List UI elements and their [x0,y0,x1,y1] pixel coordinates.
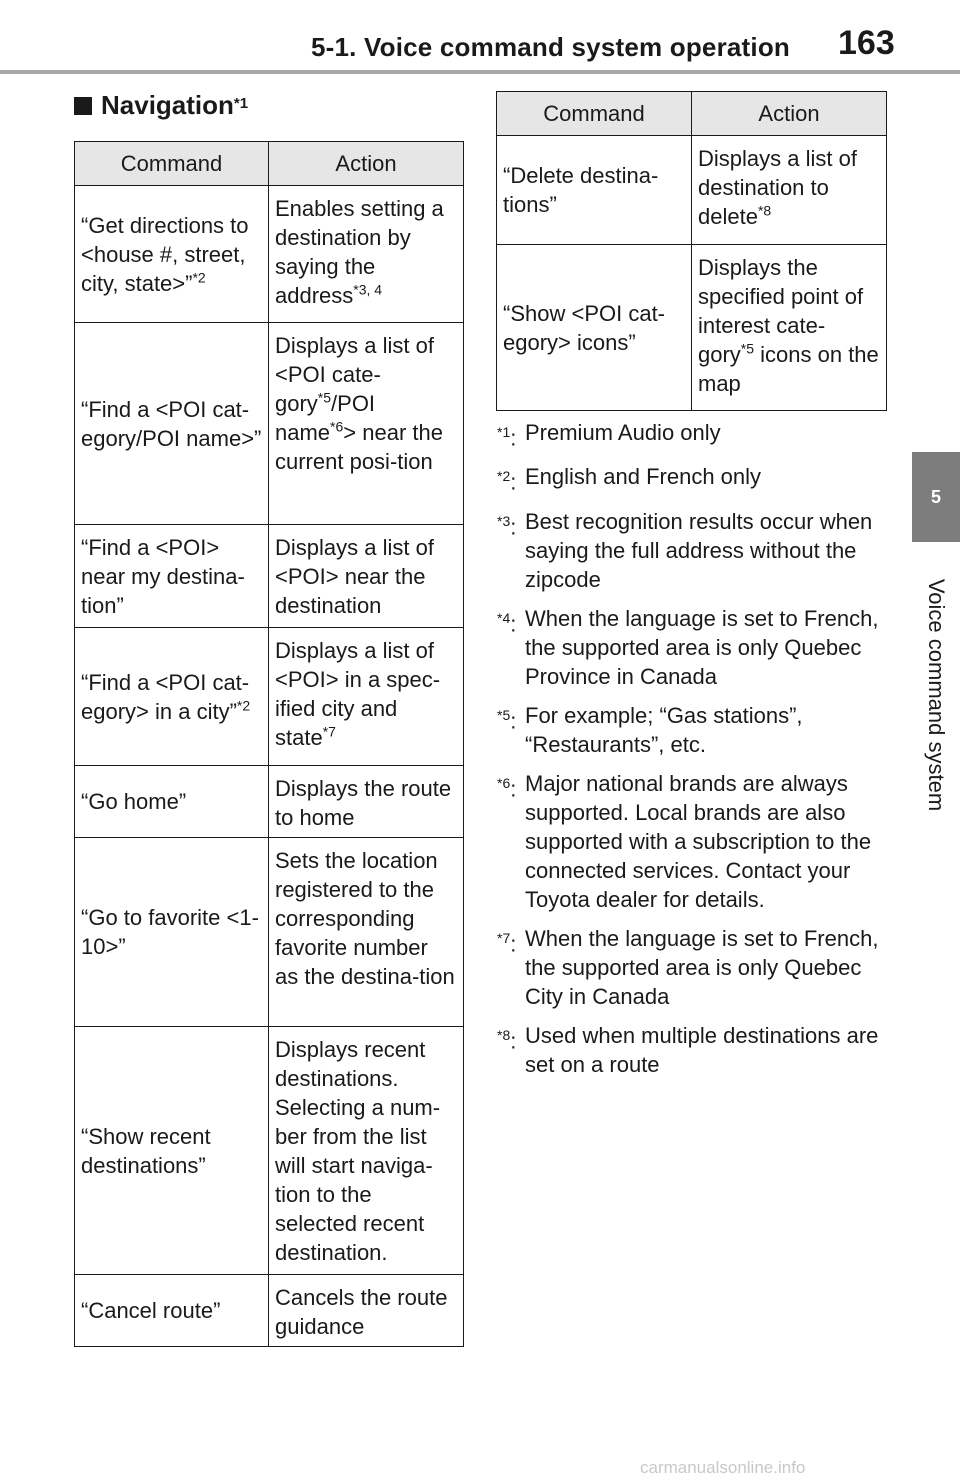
footnotes [497,418,897,1089]
footnote-mark: *5 [497,706,511,723]
action-cell [269,1275,464,1347]
command-cell [75,766,269,838]
table-header-row [75,142,464,186]
table-row [75,525,464,628]
cell-text: Displays recent destinations. Selecting a num-ber from the list will start naviga-tion to the selected recent destination. [275,1037,441,1265]
cell-text: “Find a <POI cat-egory> in a city” [81,669,250,724]
footnote-text: When the language is set to French, the supported area is only Quebec Province in Canada [525,605,879,689]
table-row [497,136,887,245]
table-row [75,186,464,323]
square-bullet-icon [74,97,92,115]
section-heading [74,90,248,121]
cell-text: Sets the location registered to the corresponding favorite number as the destina-tion [275,848,455,989]
cell-text: “Find a <POI cat-egory/POI name>” [81,396,262,451]
table-row [75,1275,464,1347]
footnote-item [497,769,897,914]
action-cell [269,525,464,628]
footnote-mark: *7 [497,929,511,946]
table-row [75,766,464,838]
chapter-tab-label: Voice command system [924,578,949,812]
watermark: carmanualsonline.info [640,1458,806,1477]
footnote-mark: *8 [757,202,772,219]
command-cell [497,245,692,411]
footnote-mark: *8 [497,1026,511,1043]
cell-text: Displays the route to home [275,776,452,830]
footnote-item [497,507,897,594]
section-heading-text: Navigation [101,90,234,120]
table-row [75,1027,464,1275]
footnote-marker: $^{*5}$: [497,706,517,733]
cell-text: “Find a <POI> near my destina-tion” [81,534,245,618]
command-table-right [496,91,887,411]
page-number: 163 [838,24,895,62]
command-cell [75,186,269,323]
action-cell [692,245,887,411]
cell-text: icons on the map [698,342,879,396]
cell-text: > near the current posi-tion [275,420,443,474]
footnote-mark: *3 [497,512,511,529]
footnote-item [497,418,897,452]
footnote-marker: $^{*7}$: [497,929,517,956]
table-row [75,323,464,525]
action-column-header: Action [692,92,887,136]
command-cell [75,838,269,1027]
footnote-item [497,1021,897,1079]
footnote-marker: $^{*2}$: [497,468,517,495]
section-title: 5-1. Voice command system operation [311,32,790,62]
cell-text: “Delete destina-tions” [503,163,659,217]
footnote-mark: *2 [236,697,251,714]
cell-text: /POI name [275,391,376,445]
section-heading-footnote-mark: *1 [233,95,249,112]
cell-text: “Show recent destinations” [81,1123,211,1178]
cell-text: Enables setting a destination by saying the address [275,196,444,308]
cell-text: Displays the specified point of interest cate-gory [698,255,864,367]
footnote-text: When the language is set to French, the supported area is only Quebec City in Canada [525,925,879,1009]
command-cell [75,525,269,628]
cell-text: “Get directions to <house #, street, city, state>” [81,212,249,296]
command-table-left [74,141,464,1347]
footnote-item [497,924,897,1011]
footnote-item [497,604,897,691]
action-cell [269,186,464,323]
footnote-marker: $^{*3}$: [497,512,517,539]
table-row [75,628,464,766]
footnote-marker: $^{*6}$: [497,774,517,801]
cell-text: “Cancel route” [81,1298,221,1323]
action-cell [269,766,464,838]
cell-text: Displays a list of destination to delete [698,146,857,229]
cell-text: Displays a list of <POI> in a spec-ified city and state [275,638,441,750]
footnote-text: Premium Audio only [525,420,721,445]
footnote-mark: *2 [497,468,511,485]
table-header-row [497,92,887,136]
footnote-item [497,462,897,496]
action-cell [269,323,464,525]
action-cell [692,136,887,245]
footnote-marker: $^{*8}$: [497,1026,517,1053]
action-cell [269,838,464,1027]
footnote-text: Best recognition results occur when saying the full address without the zipcode [525,508,873,592]
action-cell [269,1027,464,1275]
cell-text: Cancels the route guidance [275,1285,448,1339]
command-cell [497,136,692,245]
cell-text: “Show <POI cat-egory> icons” [503,300,666,355]
footnote-marker: $^{*1}$: [497,424,517,451]
cell-text: “Go home” [81,789,187,814]
footnote-mark: *7 [322,723,336,740]
footnote-text: English and French only [525,464,762,490]
cell-text: Displays a list of <POI cate-gory [275,333,434,416]
chapter-tab-number: 5 [912,452,960,542]
footnote-mark: *1 [497,424,511,440]
command-column-header: Command [75,142,269,186]
header-divider [0,70,960,74]
footnote-mark: *6 [497,774,511,791]
footnote-text: Major national brands are always supported. Local brands are also supported with a subscription to the connected services. Contact your Toyota dealer for details. [525,770,872,912]
footnote-mark: *4 [497,609,511,626]
footnote-mark: *5 [317,389,332,406]
cell-text: Displays a list of <POI> near the destination [275,535,434,618]
table-row [75,838,464,1027]
action-column-header: Action [269,142,464,186]
footnote-mark: *5 [740,340,755,357]
command-cell [75,1027,269,1275]
command-cell [75,1275,269,1347]
command-cell [75,323,269,525]
footnote-text: Used when multiple destinations are set on a route [525,1022,879,1077]
footnote-mark: *3, 4 [353,281,383,298]
command-cell [75,628,269,766]
action-cell [269,628,464,766]
footnote-item [497,701,897,759]
table-row [497,245,887,411]
footnote-text: For example; “Gas stations”, “Restaurants”, etc. [525,702,803,757]
footnote-mark: *2 [192,269,206,286]
footnote-mark: *6 [330,418,344,435]
command-column-header: Command [497,92,692,136]
footnote-marker: $^{*4}$: [497,609,517,636]
cell-text: “Go to favorite <1-10>” [81,905,259,959]
